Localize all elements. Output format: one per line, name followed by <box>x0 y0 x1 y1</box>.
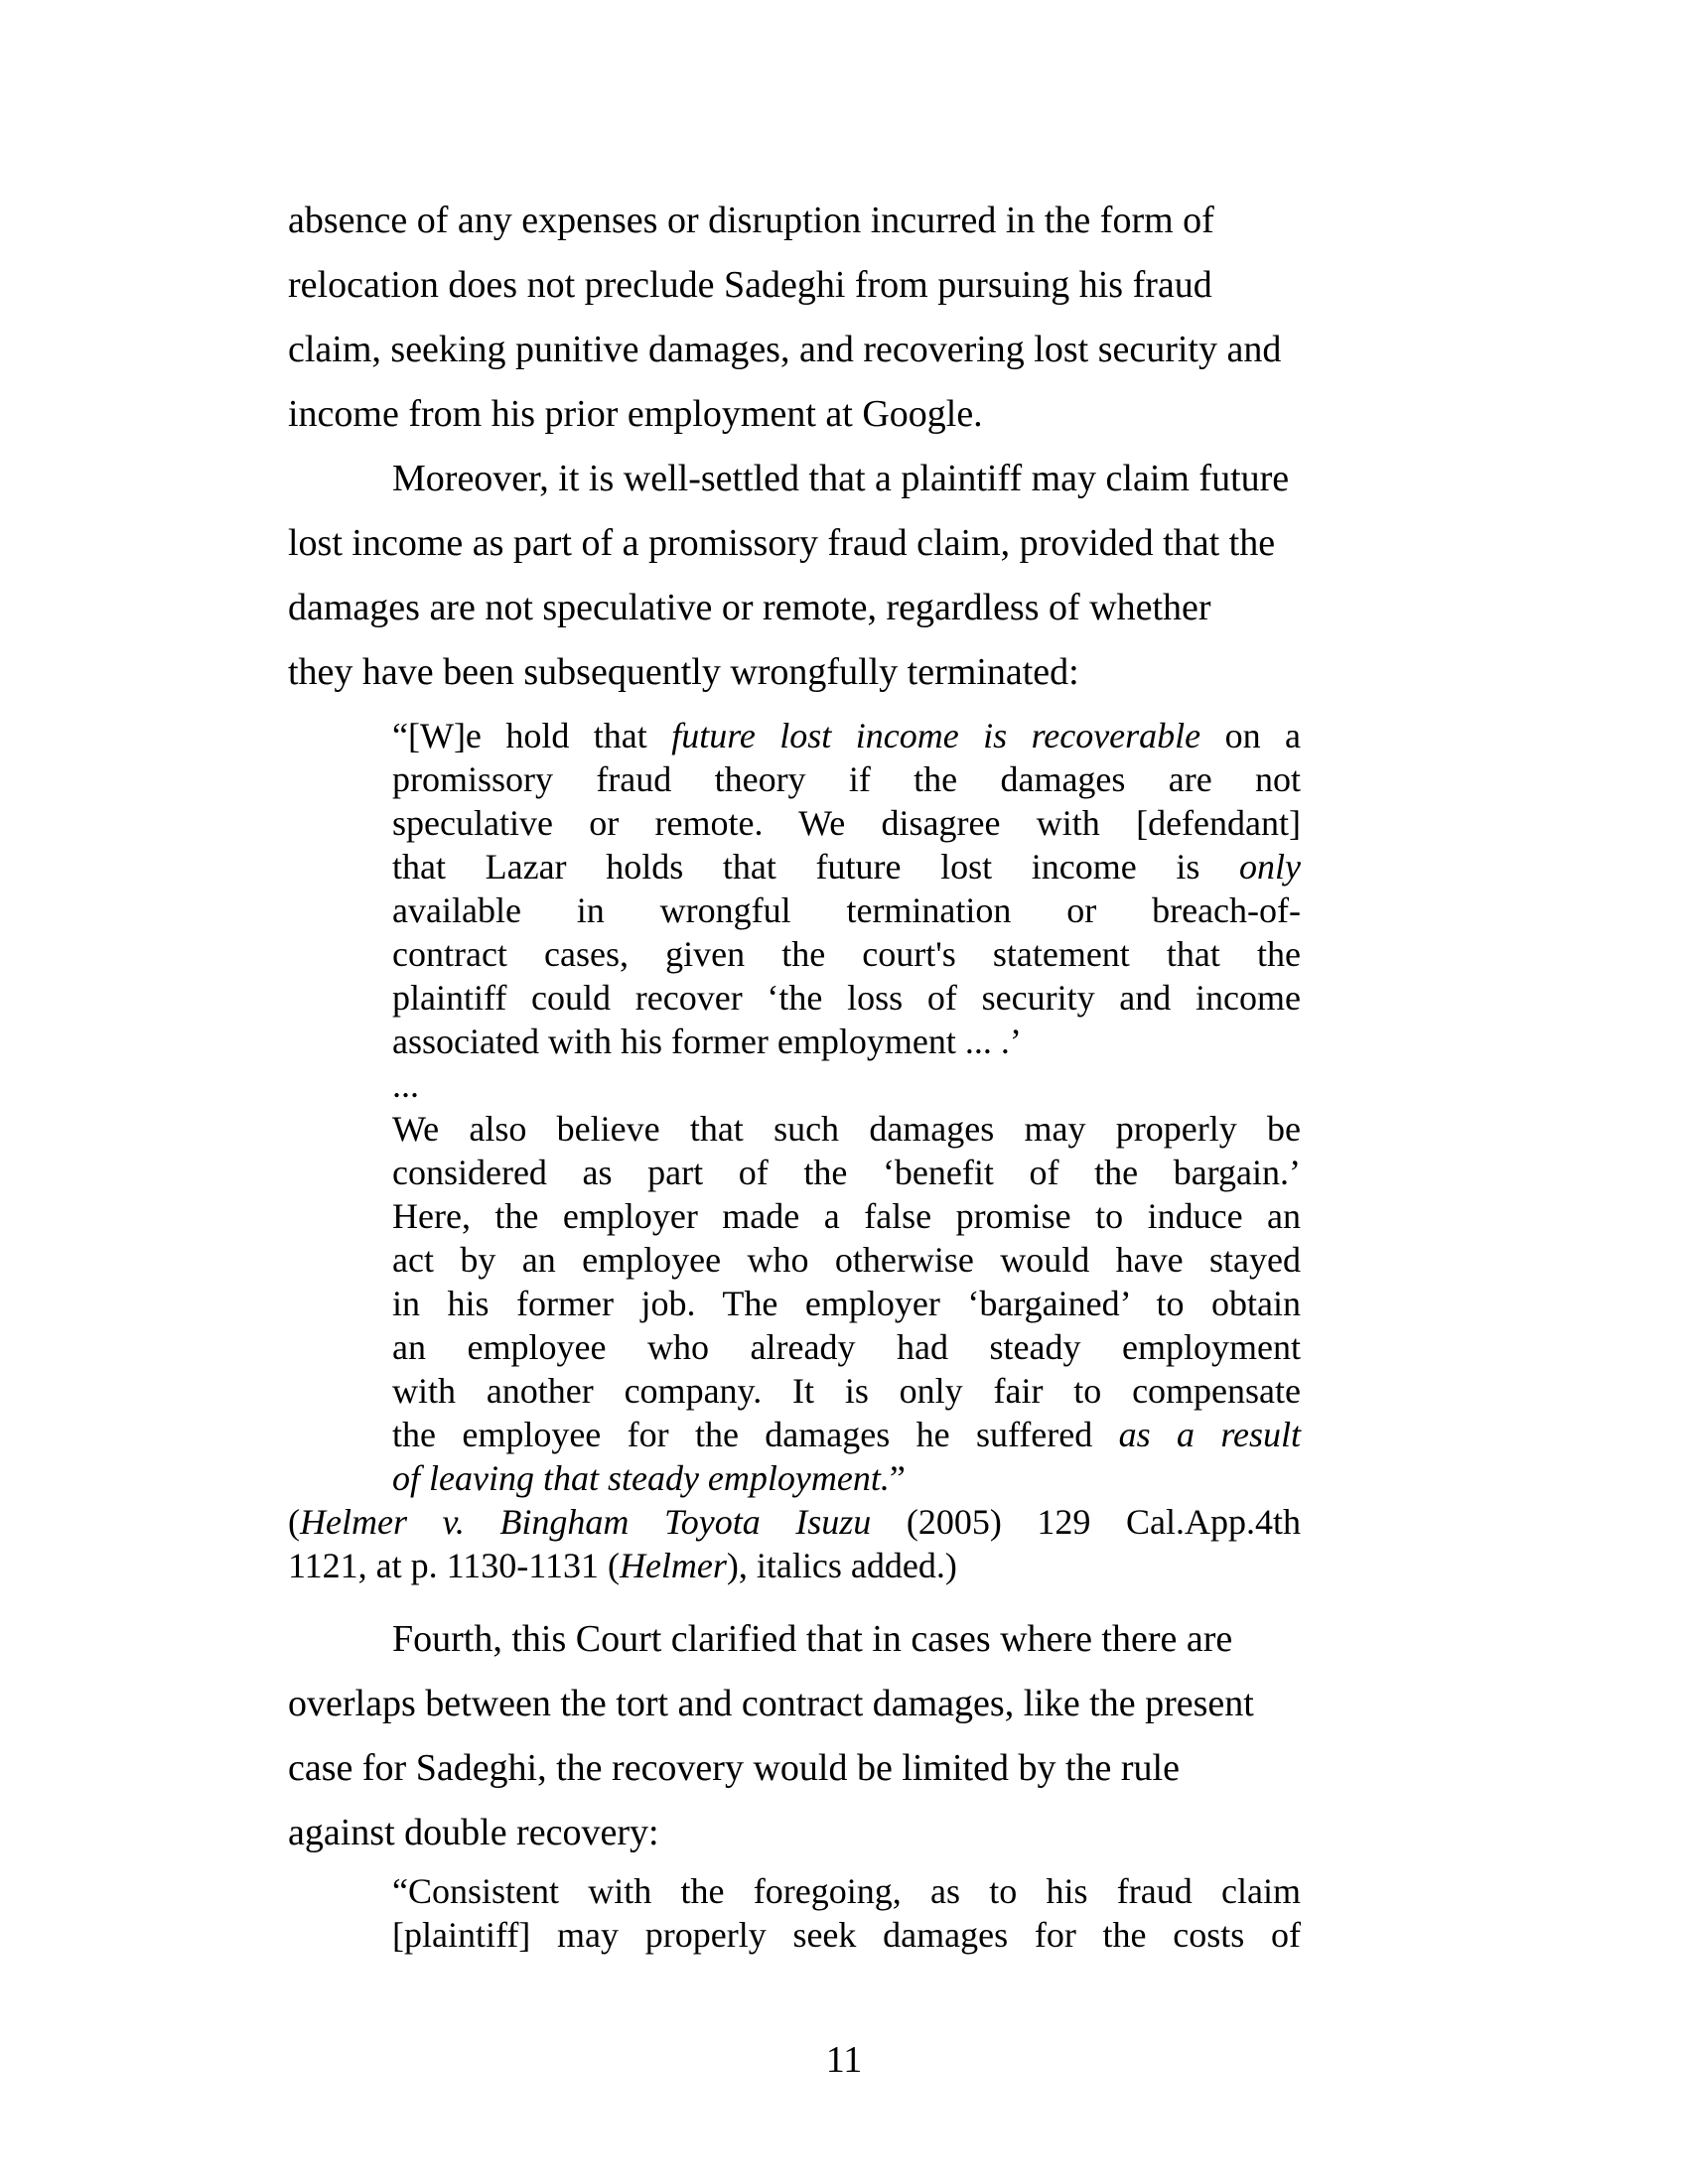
text-run: ” <box>889 1458 906 1498</box>
text-run: that Lazar holds that future lost income is <box>392 847 1240 887</box>
text-line <box>392 1020 1301 1063</box>
text-line <box>392 1913 1301 1957</box>
text-run: lost income as part of a promissory fraud claim, provided that the <box>288 522 1276 564</box>
text-run: against double recovery: <box>288 1812 659 1853</box>
paragraph-fourth-double-recovery <box>288 1607 1415 1865</box>
text-line <box>392 1151 1301 1194</box>
text-line <box>392 1194 1301 1238</box>
text-line <box>392 1413 1301 1456</box>
italic-text-run: Helmer <box>619 1546 727 1585</box>
text-run: the employee for the damages he suffered <box>392 1415 1119 1454</box>
text-run: promissory fraud theory if the damages are not <box>392 759 1301 799</box>
text-line <box>288 640 1415 705</box>
text-line <box>392 757 1301 801</box>
paragraph-relocation-continuation <box>288 189 1415 447</box>
text-run: relocation does not preclude Sadeghi from pursuing his fraud <box>288 264 1212 306</box>
text-run: damages are not speculative or remote, regardless of whether <box>288 587 1211 628</box>
text-run: We also believe that such damages may properly be <box>392 1109 1301 1149</box>
text-run: absence of any expenses or disruption incurred in the form of <box>288 200 1214 241</box>
text-run: available in wrongful termination or breach-of- <box>392 890 1301 930</box>
text-line <box>392 1282 1301 1325</box>
text-line <box>392 976 1301 1020</box>
text-line <box>392 1063 1301 1107</box>
text-line <box>288 576 1415 640</box>
text-run: case for Sadeghi, the recovery would be limited by the rule <box>288 1747 1180 1789</box>
page-number: 11 <box>825 2039 863 2081</box>
text-run: associated with his former employment ... .’ <box>392 1022 1022 1061</box>
text-column <box>288 189 1415 1957</box>
text-run: ), italics added.) <box>726 1546 957 1585</box>
text-line <box>288 511 1415 576</box>
text-run: Fourth, this Court clarified that in cases where there are <box>392 1618 1233 1660</box>
text-line <box>392 801 1301 845</box>
text-run: with another company. It is only fair to compensate <box>392 1371 1301 1411</box>
text-line <box>392 1369 1301 1413</box>
text-run: ( <box>288 1502 300 1542</box>
text-run: overlaps between the tort and contract damages, like the present <box>288 1683 1254 1724</box>
text-run: considered as part of the ‘benefit of the bargain.’ <box>392 1153 1301 1192</box>
italic-text-run: only <box>1239 847 1301 887</box>
italic-text-run: future lost income is recoverable <box>671 716 1201 755</box>
text-run: income from his prior employment at Google. <box>288 393 983 435</box>
text-line <box>392 1238 1301 1282</box>
text-line <box>288 1801 1415 1865</box>
text-line <box>288 1672 1415 1736</box>
block-quote-consistent-foregoing <box>392 1869 1301 1957</box>
text-run: 1121, at p. 1130-1131 ( <box>288 1546 620 1585</box>
italic-text-run: as a result <box>1118 1415 1301 1454</box>
text-run: “[W]e hold that <box>392 716 672 755</box>
text-run: on a <box>1200 716 1301 755</box>
text-run: (2005) 129 Cal.App.4th <box>871 1502 1302 1542</box>
text-line <box>392 714 1301 757</box>
text-line <box>392 1456 1301 1500</box>
text-line <box>288 1736 1415 1801</box>
text-run: plaintiff could recover ‘the loss of security and income <box>392 978 1301 1018</box>
text-line <box>288 382 1415 447</box>
text-run: claim, seeking punitive damages, and recovering lost security and <box>288 329 1282 370</box>
text-run: they have been subsequently wrongfully terminated: <box>288 651 1079 693</box>
text-run: ... <box>392 1065 419 1105</box>
text-run: “Consistent with the foregoing, as to his fraud claim <box>392 1871 1301 1911</box>
text-run: in his former job. The employer ‘bargained’ to obtain <box>392 1284 1301 1323</box>
text-run: [plaintiff] may properly seek damages for the costs of <box>392 1915 1301 1955</box>
text-line <box>288 447 1415 511</box>
italic-text-run: of leaving that steady employment. <box>392 1458 890 1498</box>
text-line <box>288 253 1415 318</box>
text-line <box>392 1325 1301 1369</box>
text-run: Moreover, it is well-settled that a plaintiff may claim future <box>392 458 1290 499</box>
text-run: Here, the employer made a false promise to induce an <box>392 1196 1301 1236</box>
text-line <box>288 1607 1415 1672</box>
text-line <box>288 318 1415 382</box>
text-run: contract cases, given the court's statement that the <box>392 934 1301 974</box>
text-line <box>392 1107 1301 1151</box>
paragraph-moreover-future-lost-income <box>288 447 1415 705</box>
text-line <box>392 888 1301 932</box>
block-quote-helmer <box>392 714 1301 1500</box>
text-line <box>392 932 1301 976</box>
text-run: an employee who already had steady employment <box>392 1327 1301 1367</box>
text-line <box>392 845 1301 888</box>
italic-text-run: Helmer v. Bingham Toyota Isuzu <box>300 1502 872 1542</box>
text-line <box>288 189 1415 253</box>
text-line <box>288 1500 1301 1544</box>
text-line <box>288 1544 1301 1587</box>
text-run: act by an employee who otherwise would have stayed <box>392 1240 1301 1280</box>
text-run: speculative or remote. We disagree with [defendant] <box>392 803 1301 843</box>
citation-helmer <box>288 1500 1301 1587</box>
text-line <box>392 1869 1301 1913</box>
